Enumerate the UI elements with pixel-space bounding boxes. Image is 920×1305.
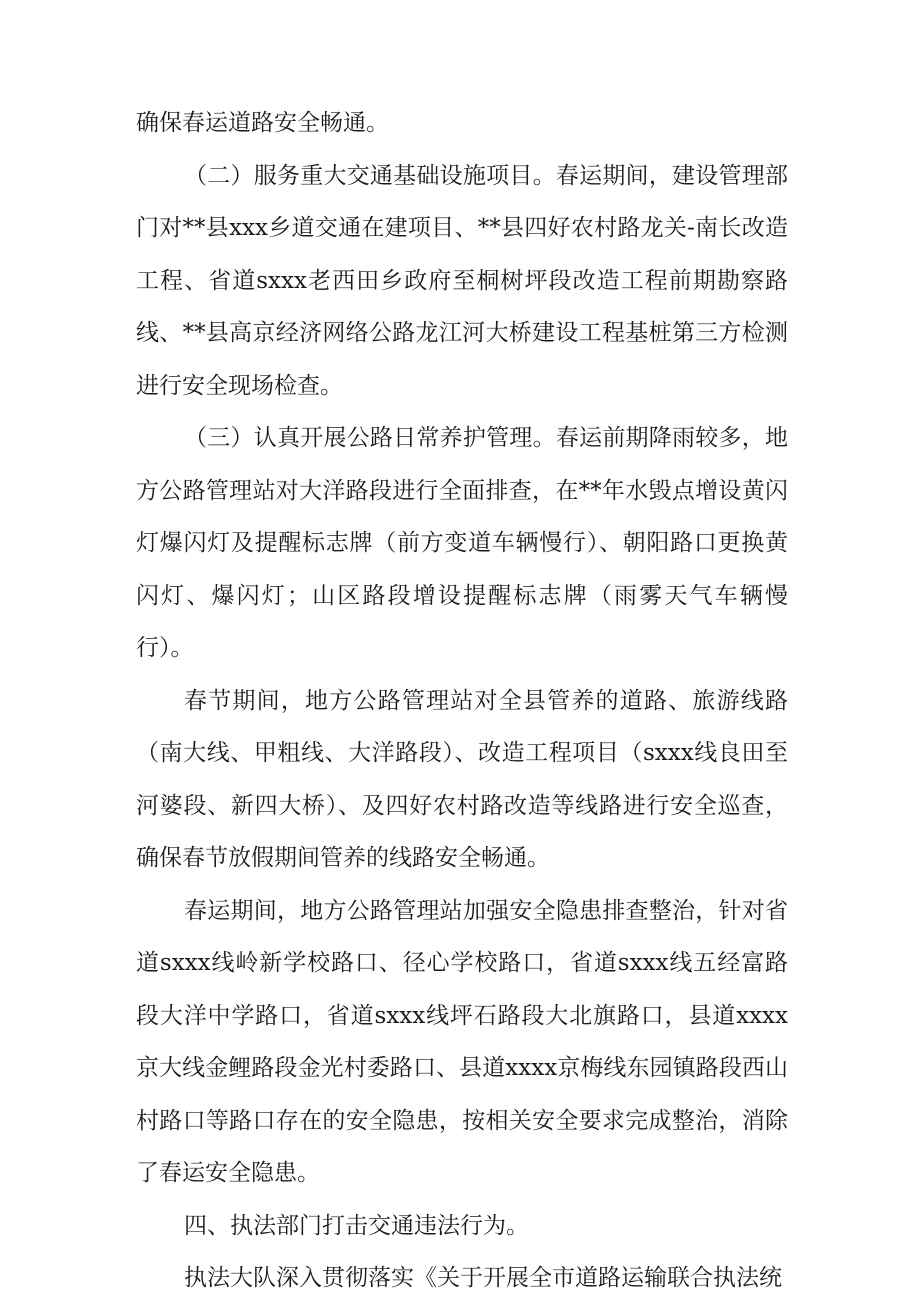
paragraph-section-two: （二）服务重大交通基础设施项目。春运期间，建设管理部门对**县xxx乡道交通在建项目、**县四好农村路龙关-南长改造工程、省道sxxx老西田乡政府至桐树坪段改造工程前期勘察路线、**县高京经济网络公路龙江河大桥建设工程基桩第三方检测进行安全现场检查。 (136, 162, 788, 399)
paragraph-continuation: 确保春运道路安全畅通。 (136, 110, 389, 136)
paragraph-section-three: （三）认真开展公路日常养护管理。春运前期降雨较多，地方公路管理站对大洋路段进行全面排查，在**年水毁点增设黄闪灯爆闪灯及提醒标志牌（前方变道车辆慢行）、朝阳路口更换黄闪灯、爆闪灯；山区路段增设提醒标志牌（雨雾天气车辆慢行）。 (136, 425, 788, 661)
section-heading-four: 四、执法部门打击交通违法行为。 (184, 1212, 529, 1239)
paragraph-hazard-rectification: 春运期间，地方公路管理站加强安全隐患排查整治，针对省道sxxx线岭新学校路口、径心学校路口，省道sxxx线五经富路段大洋中学路口，省道sxxx线坪石路段大北旗路口，县道xxxx京大线金鲤路段金光村委路口、县道xxxx京梅线东园镇路段西山村路口等路口存在的安全隐患，按相关安全要求完成整治，消除了春运安全隐患。 (136, 897, 788, 1186)
paragraph-enforcement: 执法大队深入贯彻落实《关于开展全市道路运输联合执法统 (184, 1265, 782, 1291)
paragraph-spring-festival: 春节期间，地方公路管理站对全县管养的道路、旅游线路（南大线、甲粗线、大洋路段）、改造工程项目（sxxx线良田至河婆段、新四大桥）、及四好农村路改造等线路进行安全巡查，确保春节放假期间管养的线路安全畅通。 (136, 687, 788, 871)
document-body (136, 97, 788, 1305)
